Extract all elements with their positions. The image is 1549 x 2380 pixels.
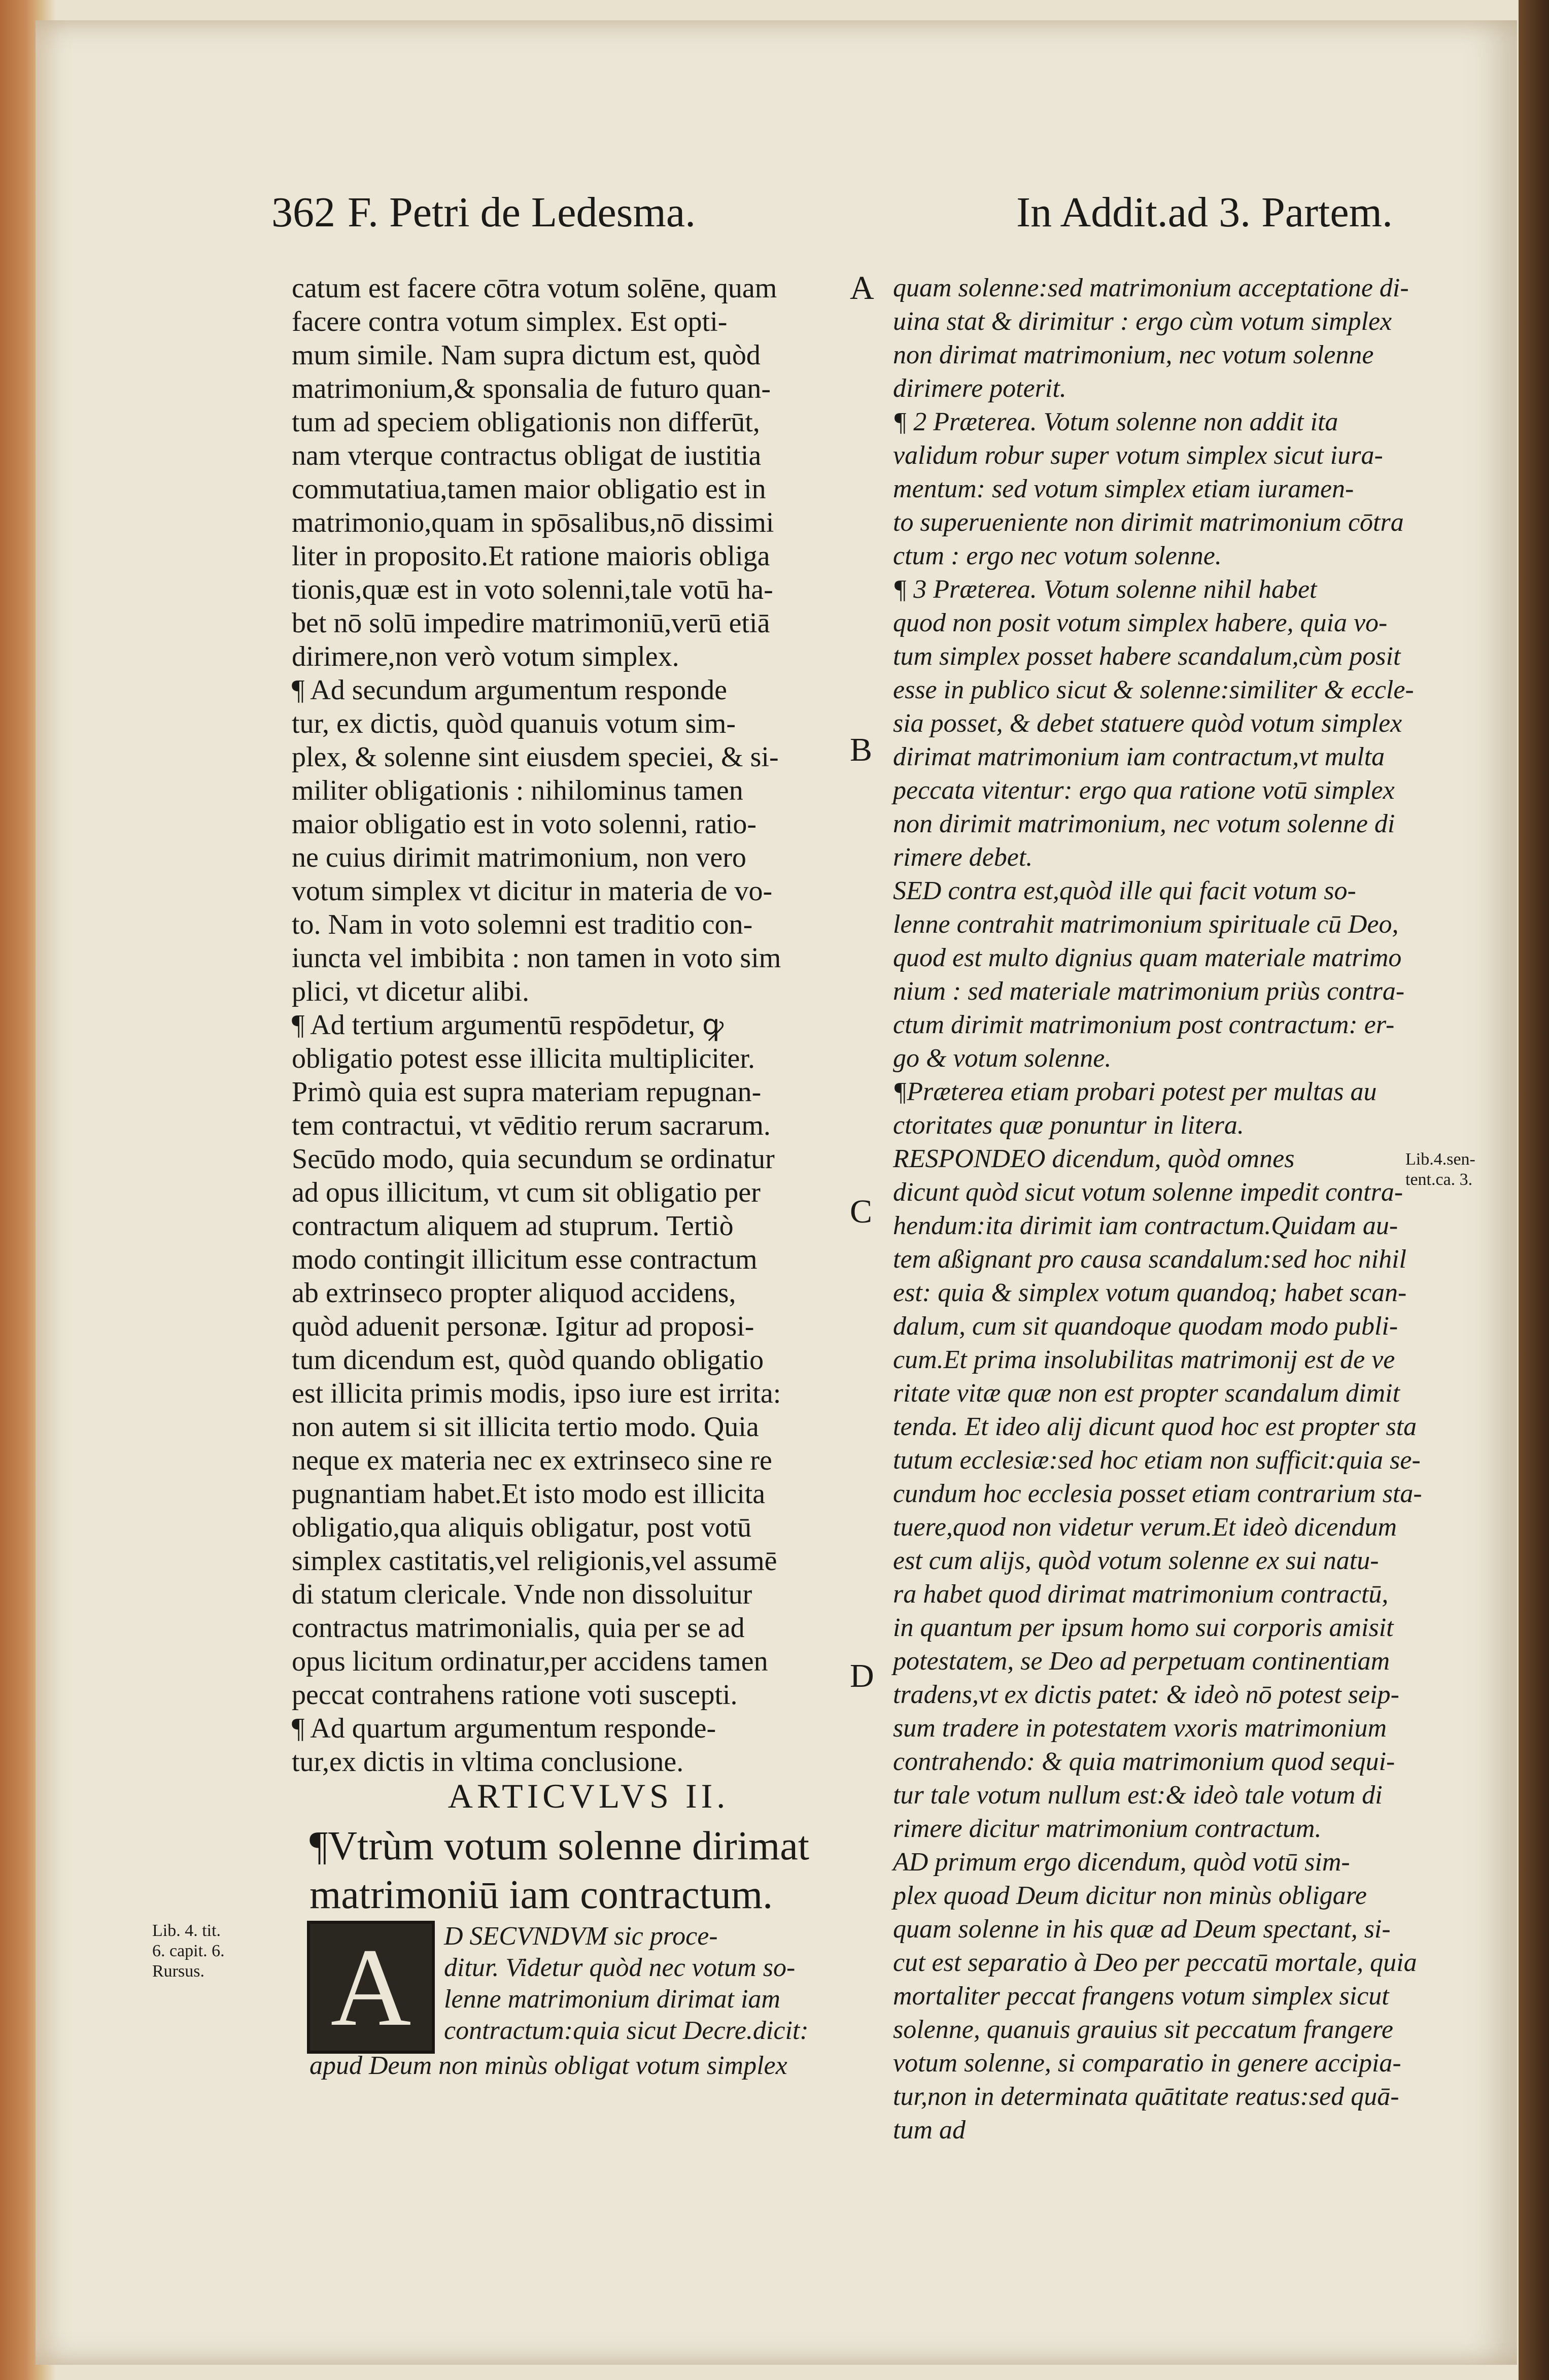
text-line: peccata vitentur: ergo qua ratione votū simplex <box>893 776 1395 805</box>
text-line: SED contra est,quòd ille qui facit votum so- <box>893 876 1356 905</box>
text-line: tum dicendum est, quòd quando obligatio <box>292 1344 764 1376</box>
text-line: tem contractui, vt vēditio rerum sacrarum. <box>292 1110 771 1141</box>
text-line: plex, & solenne sint eiusdem speciei, & si- <box>292 741 779 773</box>
text-line: mum simile. Nam supra dictum est, quòd <box>292 339 761 371</box>
running-title: In Addit.ad 3. Partem. <box>1016 189 1393 236</box>
text-line: matrimonium,& sponsalia de futuro quan- <box>292 373 771 404</box>
article-title <box>309 1822 868 1919</box>
text-line: non dirimat matrimonium, nec votum solenne <box>893 341 1374 369</box>
text-line: to superueniente non dirimit matrimonium cōtra <box>893 508 1404 537</box>
text-line: ne cuius dirimit matrimonium, non vero <box>292 842 746 873</box>
text-line: cum.Et prima insolubilitas matrimonij est de ve <box>893 1345 1395 1374</box>
text-line: dirimere,non verò votum simplex. <box>292 641 679 672</box>
section-marker-a: A <box>850 269 874 307</box>
text-line: hendum:ita dirimit iam contractum.Quidam au- <box>893 1211 1398 1240</box>
text-line: contractum aliquem ad stuprum. Tertiò <box>292 1210 734 1242</box>
text-line: tem aßignant pro causa scandalum:sed hoc nihil <box>893 1245 1406 1274</box>
text-line: est illicita primis modis, ipso iure est irrita: <box>292 1378 781 1409</box>
text-line: lenne contrahit matrimonium spirituale cū Deo, <box>893 910 1399 939</box>
text-line: obligatio potest esse illicita multipliciter. <box>292 1043 755 1074</box>
text-line: peccat contrahens ratione voti suscepti. <box>292 1679 738 1711</box>
text-line: maior obligatio est in voto solenni, ratio- <box>292 808 757 840</box>
text-line: ¶ 3 Præterea. Votum solenne nihil habet <box>893 575 1317 604</box>
text-line: commutatiua,tamen maior obligatio est in <box>292 473 766 505</box>
text-line: est: quia & simplex votum quandoq; habet scan- <box>893 1278 1407 1307</box>
text-line: esse in publico sicut & solenne:similiter & eccle- <box>893 675 1414 704</box>
decorated-initial: A <box>307 1921 435 2054</box>
text-line: non dirimit matrimonium, nec votum solenne di <box>893 809 1395 838</box>
text-line: ad opus illicitum, vt cum sit obligatio per <box>292 1177 761 1208</box>
margin-note-line: Rursus. <box>152 1962 204 1981</box>
text-line: Primò quia est supra materiam repugnan- <box>292 1076 762 1108</box>
section-marker-d: D <box>850 1657 874 1694</box>
text-line: di statum clericale. Vnde non dissoluitur <box>292 1579 752 1610</box>
text-line: tum ad speciem obligationis non differūt, <box>292 406 760 438</box>
text-line: tradens,vt ex dictis patet: & ideò nō potest seip- <box>893 1680 1399 1709</box>
margin-note-line: Lib.4.sen- <box>1405 1150 1475 1169</box>
article-title-line: matrimoniū iam contractum. <box>309 1873 773 1917</box>
text-line: non autem si sit illicita tertio modo. Quia <box>292 1411 759 1443</box>
text-line: matrimonio,quam in spōsalibus,nō dissimi <box>292 507 774 538</box>
text-line: quòd aduenit personæ. Igitur ad proposi- <box>292 1311 754 1342</box>
text-line: rimere dicitur matrimonium contractum. <box>893 1814 1322 1843</box>
text-line: tenda. Et ideo alij dicunt quod hoc est propter sta <box>893 1412 1417 1441</box>
text-line: ra habet quod dirimat matrimonium contractū, <box>893 1580 1389 1609</box>
text-line: opus licitum ordinatur,per accidens tamen <box>292 1646 768 1677</box>
text-line: ¶ Ad secundum argumentum responde <box>292 674 727 706</box>
text-line: ¶ 2 Præterea. Votum solenne non addit ita <box>893 407 1338 436</box>
text-line: uina stat & dirimitur : ergo cùm votum simplex <box>893 307 1392 336</box>
text-line: tum simplex posset habere scandalum,cùm posit <box>893 642 1401 671</box>
text-line: neque ex materia nec ex extrinseco sine re <box>292 1445 772 1476</box>
article-line: contractum:quia sicut Decre.dicit: <box>444 2016 809 2045</box>
text-line: ctum dirimit matrimonium post contractum: er- <box>893 1010 1395 1039</box>
text-line: contrahendo: & quia matrimonium quod sequi- <box>893 1747 1395 1776</box>
text-line: iuncta vel imbibita : non tamen in voto sim <box>292 942 781 974</box>
text-line: sia posset, & debet statuere quòd votum simplex <box>893 709 1402 738</box>
text-line: quod est multo dignius quam materiale matrimo <box>893 943 1402 972</box>
left-column <box>292 271 845 1779</box>
text-line: mentum: sed votum simplex etiam iuramen- <box>893 474 1354 503</box>
article-heading: ARTICVLVS II. <box>448 1777 730 1815</box>
running-header <box>271 188 1393 254</box>
text-line: AD primum ergo dicendum, quòd votū sim- <box>893 1848 1350 1877</box>
text-line: rimere debet. <box>893 843 1033 872</box>
text-line: tur, ex dictis, quòd quanuis votum sim- <box>292 708 736 739</box>
text-line: bet nō solū impedire matrimoniū,verū etiā <box>292 607 770 639</box>
text-line: go & votum solenne. <box>893 1044 1112 1073</box>
text-line: ¶ Ad quartum argumentum responde- <box>292 1713 716 1744</box>
article-title-line: ¶Vtrùm votum solenne dirimat <box>309 1824 809 1868</box>
text-line: plici, vt dicetur alibi. <box>292 976 530 1007</box>
author-header: F. Petri de Ledesma. <box>348 189 696 236</box>
text-line: to. Nam in voto solemni est traditio con- <box>292 909 753 940</box>
text-line: tionis,quæ est in voto solenni,tale votū ha- <box>292 574 773 605</box>
page-number: 362 <box>271 189 335 236</box>
page <box>36 20 1517 2365</box>
text-line: ctoritates quæ ponuntur in litera. <box>893 1111 1244 1140</box>
text-line: ritate vitæ quæ non est propter scandalum dimit <box>893 1379 1400 1408</box>
text-line: ¶ Ad tertium argumentū respōdetur, ꝙ <box>292 1009 724 1041</box>
text-line: catum est facere cōtra votum solēne, quam <box>292 273 777 304</box>
text-line: ¶Præterea etiam probari potest per multas au <box>893 1077 1377 1106</box>
text-line: quam solenne in his quæ ad Deum spectant, si- <box>893 1915 1391 1944</box>
text-line: facere contra votum simplex. Est opti- <box>292 306 728 337</box>
text-line: RESPONDEO dicendum, quòd omnes <box>893 1144 1295 1173</box>
text-line: quam solenne:sed matrimonium acceptatione di- <box>893 274 1409 302</box>
text-line: mortaliter peccat frangens votum simplex sicut <box>893 1982 1389 2011</box>
text-line: tutum ecclesiæ:sed hoc etiam non sufficit:quia se- <box>893 1446 1421 1475</box>
text-line: tur,non in determinata quātitate reatus:sed quā- <box>893 2082 1399 2111</box>
text-line: sum tradere in potestatem vxoris matrimonium <box>893 1714 1387 1743</box>
text-line: potestatem, se Deo ad perpetuam continentiam <box>893 1647 1390 1676</box>
text-line: Secūdo modo, quia secundum se ordinatur <box>292 1143 775 1175</box>
text-line: dicunt quòd sicut votum solenne impedit contra- <box>893 1178 1403 1207</box>
text-line: tur tale votum nullum est:& ideò tale votum di <box>893 1781 1383 1810</box>
right-column <box>893 271 1422 2147</box>
text-line: tuere,quod non videtur verum.Et ideò dicendum <box>893 1513 1397 1542</box>
text-line: tum ad <box>893 2116 966 2145</box>
text-line: cut est separatio à Deo per peccatū mortale, quia <box>893 1948 1417 1977</box>
article-line: ditur. Videtur quòd nec votum so- <box>444 1953 796 1982</box>
article-line: D SECVNDVM sic proce- <box>444 1922 718 1951</box>
text-line: plex quoad Deum dicitur non minùs obligare <box>893 1881 1367 1910</box>
text-line: simplex castitatis,vel religionis,vel assumē <box>292 1545 777 1577</box>
text-line: dirimat matrimonium iam contractum,vt multa <box>893 742 1385 771</box>
article-last-line: apud Deum non minùs obligat votum simplex <box>309 2051 787 2080</box>
text-line: obligatio,qua aliquis obligatur, post votū <box>292 1512 752 1543</box>
article-line: lenne matrimonium dirimat iam <box>444 1985 780 2014</box>
text-line: ab extrinseco propter aliquod accidens, <box>292 1277 736 1309</box>
margin-note-left <box>152 1921 225 1982</box>
margin-note-line: 6. capit. 6. <box>152 1942 225 1960</box>
text-line: validum robur super votum simplex sicut iura- <box>893 441 1383 470</box>
text-line: nam vterque contractus obligat de iustitia <box>292 440 762 471</box>
text-line: militer obligationis : nihilominus tamen <box>292 775 743 806</box>
text-line: tur,ex dictis in vltima conclusione. <box>292 1746 684 1778</box>
text-line: liter in proposito.Et ratione maioris obliga <box>292 540 770 572</box>
text-line: votum solenne, si comparatio in genere accipia- <box>893 2049 1401 2078</box>
text-line: est cum alijs, quòd votum solenne ex sui natu- <box>893 1546 1379 1575</box>
text-line: ctum : ergo nec votum solenne. <box>893 541 1222 570</box>
section-marker-b: B <box>850 731 873 768</box>
text-line: dirimere poterit. <box>893 374 1066 403</box>
text-line: votum simplex vt dicitur in materia de vo- <box>292 875 773 907</box>
article-body <box>444 1921 860 2047</box>
margin-note-line: Lib. 4. tit. <box>152 1921 221 1940</box>
text-line: in quantum per ipsum homo sui corporis amisit <box>893 1613 1394 1642</box>
text-line: modo contingit illicitum esse contractum <box>292 1244 758 1275</box>
section-marker-c: C <box>850 1193 873 1230</box>
margin-note-line: tent.ca. 3. <box>1405 1170 1473 1189</box>
text-line: dalum, cum sit quandoque quodam modo publi- <box>893 1312 1398 1341</box>
text-line: pugnantiam habet.Et isto modo est illicita <box>292 1478 766 1510</box>
text-line: nium : sed materiale matrimonium priùs contra- <box>893 977 1405 1006</box>
page-edge <box>1519 0 1549 2380</box>
margin-note-right <box>1405 1149 1475 1190</box>
text-line: contractus matrimonialis, quia per se ad <box>292 1612 745 1644</box>
text-line: quod non posit votum simplex habere, quia vo- <box>893 608 1388 637</box>
text-line: cundum hoc ecclesia posset etiam contrarium sta- <box>893 1479 1422 1508</box>
text-line: solenne, quanuis grauius sit peccatum frangere <box>893 2015 1393 2044</box>
